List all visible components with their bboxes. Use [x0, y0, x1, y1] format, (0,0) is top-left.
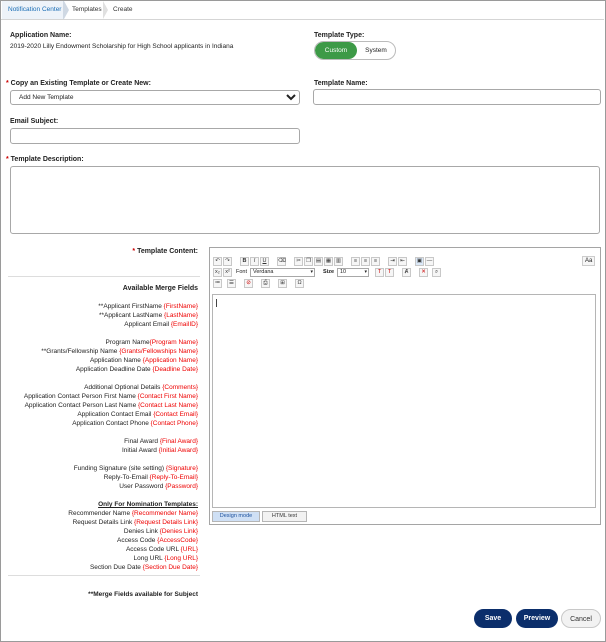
- bullet-list-icon[interactable]: ☰: [227, 279, 236, 288]
- size-label: Size: [323, 269, 335, 275]
- template-type-system[interactable]: System: [365, 47, 387, 54]
- required-marker: *: [6, 156, 11, 163]
- divider: [8, 575, 200, 576]
- redo-icon[interactable]: ↷: [223, 257, 232, 266]
- cut-icon[interactable]: ✂: [294, 257, 303, 266]
- merge-field: Access Code URL {URL}: [125, 546, 198, 553]
- merge-field: Applicant Email {EmailID}: [124, 321, 198, 328]
- font-select[interactable]: Verdana ▾: [250, 268, 315, 277]
- template-content-editor: [209, 247, 601, 525]
- format-icon[interactable]: Ⱥ: [402, 268, 411, 277]
- application-name-label: Application Name:: [10, 32, 72, 39]
- merge-field: Recommender Name {Recommender Name}: [68, 510, 198, 517]
- cancel-button[interactable]: Cancel: [561, 609, 601, 628]
- copy-template-label: [6, 80, 151, 87]
- italic-icon[interactable]: I: [250, 257, 259, 266]
- email-subject-label: Email Subject:: [10, 118, 59, 125]
- eraser-icon[interactable]: ⌫: [278, 258, 286, 264]
- template-type-label: Template Type:: [314, 32, 365, 39]
- print-icon[interactable]: ⎙: [261, 279, 270, 288]
- undo-icon[interactable]: ↶: [213, 257, 222, 266]
- horizontal-rule-icon[interactable]: ―: [426, 258, 433, 264]
- align-center-icon[interactable]: ≡: [361, 257, 370, 266]
- merge-field: Access Code {AccessCode}: [117, 537, 198, 544]
- merge-field: Long URL {Long URL}: [133, 555, 198, 562]
- required-marker: *: [6, 80, 11, 87]
- template-name-label: Template Name:: [314, 80, 368, 87]
- toggle-case-button[interactable]: Aa: [582, 256, 595, 266]
- design-mode-tab[interactable]: Design mode: [212, 511, 260, 522]
- breadcrumb-create: Create: [113, 6, 133, 13]
- outdent-icon[interactable]: ⇤: [398, 257, 407, 266]
- breadcrumb-separator: [103, 1, 108, 19]
- unlink-icon[interactable]: ⊘: [244, 279, 253, 288]
- merge-field: Program Name{Program Name}: [105, 339, 198, 346]
- merge-field: Application Deadline Date {Deadline Date}: [75, 366, 198, 373]
- required-marker: *: [132, 248, 138, 255]
- merge-field: Initial Award {Initial Award}: [121, 447, 198, 454]
- indent-icon[interactable]: ⇥: [388, 257, 397, 266]
- application-name-value: 2019-2020 Lilly Endowment Scholarship for High School applicants in Indiana: [10, 43, 234, 50]
- highlight-color-icon[interactable]: T: [385, 268, 394, 277]
- divider: [8, 276, 200, 277]
- save-button[interactable]: Save: [474, 609, 512, 628]
- template-content-label: [8, 248, 198, 255]
- nomination-title: Only For Nomination Templates:: [98, 501, 198, 508]
- merge-field: Denies Link {Denies Link}: [123, 528, 198, 535]
- editor-content-area[interactable]: [212, 294, 596, 508]
- bold-icon[interactable]: B: [240, 257, 249, 266]
- copy-icon[interactable]: ❐: [304, 257, 313, 266]
- merge-fields-title: Available Merge Fields: [122, 285, 198, 292]
- template-description-textarea[interactable]: [10, 166, 600, 234]
- merge-field: Request Details Link {Request Details Link}: [72, 519, 198, 526]
- paste-icon[interactable]: ▤: [315, 258, 322, 264]
- align-right-icon[interactable]: ≡: [371, 257, 380, 266]
- preview-button[interactable]: Preview: [516, 609, 558, 628]
- merge-field: Reply-To-Email {Reply-To-Email}: [103, 474, 198, 481]
- size-select[interactable]: 10 ▾: [337, 268, 369, 277]
- merge-field: Application Contact Person Last Name {Contact Last Name}: [24, 402, 198, 409]
- table-icon[interactable]: ⊞: [278, 279, 287, 288]
- breadcrumb-separator: [64, 1, 69, 19]
- align-left-icon[interactable]: ≡: [351, 257, 360, 266]
- merge-field: **Applicant FirstName {FirstName}: [98, 303, 198, 310]
- merge-field: **Applicant LastName {LastName}: [98, 312, 198, 319]
- font-color-icon[interactable]: T: [375, 268, 384, 277]
- template-name-input[interactable]: [313, 89, 601, 105]
- email-subject-input[interactable]: [10, 128, 300, 144]
- breadcrumb: [1, 1, 604, 20]
- font-label: Font: [236, 269, 248, 275]
- paste-word-icon[interactable]: ▥: [335, 258, 342, 264]
- merge-field: User Password {Password}: [119, 483, 198, 490]
- template-description-label-text: Template Description:: [10, 156, 84, 163]
- underline-icon[interactable]: U: [260, 257, 269, 266]
- html-text-tab[interactable]: HTML text: [262, 511, 307, 522]
- subscript-icon[interactable]: x₂: [213, 268, 222, 277]
- find-icon[interactable]: ⌕: [432, 268, 441, 277]
- merge-field: Final Award {Final Award}: [124, 438, 198, 445]
- breadcrumb-templates[interactable]: Templates: [72, 6, 102, 13]
- template-description-label: [6, 156, 84, 163]
- breadcrumb-notification-center[interactable]: Notification Center: [2, 1, 64, 19]
- superscript-icon[interactable]: x²: [223, 268, 232, 277]
- image-icon[interactable]: ▣: [416, 258, 423, 264]
- merge-field: Funding Signature (site setting) {Signature}: [73, 465, 198, 472]
- special-char-icon[interactable]: Ω: [295, 279, 304, 288]
- numbered-list-icon[interactable]: ≔: [214, 280, 221, 286]
- merge-fields-footnote: **Merge Fields available for Subject: [88, 591, 198, 598]
- merge-field: Application Name {Application Name}: [89, 357, 198, 364]
- merge-field: Additional Optional Details {Comments}: [84, 384, 198, 391]
- merge-field: Section Due Date {Section Due Date}: [89, 564, 198, 571]
- copy-template-select[interactable]: [10, 90, 300, 105]
- merge-field: **Grants/Fellowship Name {Grants/Fellowships Name}: [41, 348, 198, 355]
- text-cursor: [216, 299, 217, 307]
- copy-template-label-text: Copy an Existing Template or Create New:: [10, 80, 151, 87]
- merge-field: Application Contact Phone {Contact Phone}: [72, 420, 198, 427]
- paste-text-icon[interactable]: ▦: [325, 258, 332, 264]
- template-content-label-text: Template Content:: [137, 248, 198, 255]
- merge-field: Application Contact Email {Contact Email}: [77, 411, 198, 418]
- template-type-toggle: [314, 41, 396, 60]
- template-type-custom[interactable]: Custom: [315, 42, 357, 59]
- remove-format-icon[interactable]: ✕: [419, 268, 428, 277]
- merge-field: Application Contact Person First Name {Contact First Name}: [23, 393, 198, 400]
